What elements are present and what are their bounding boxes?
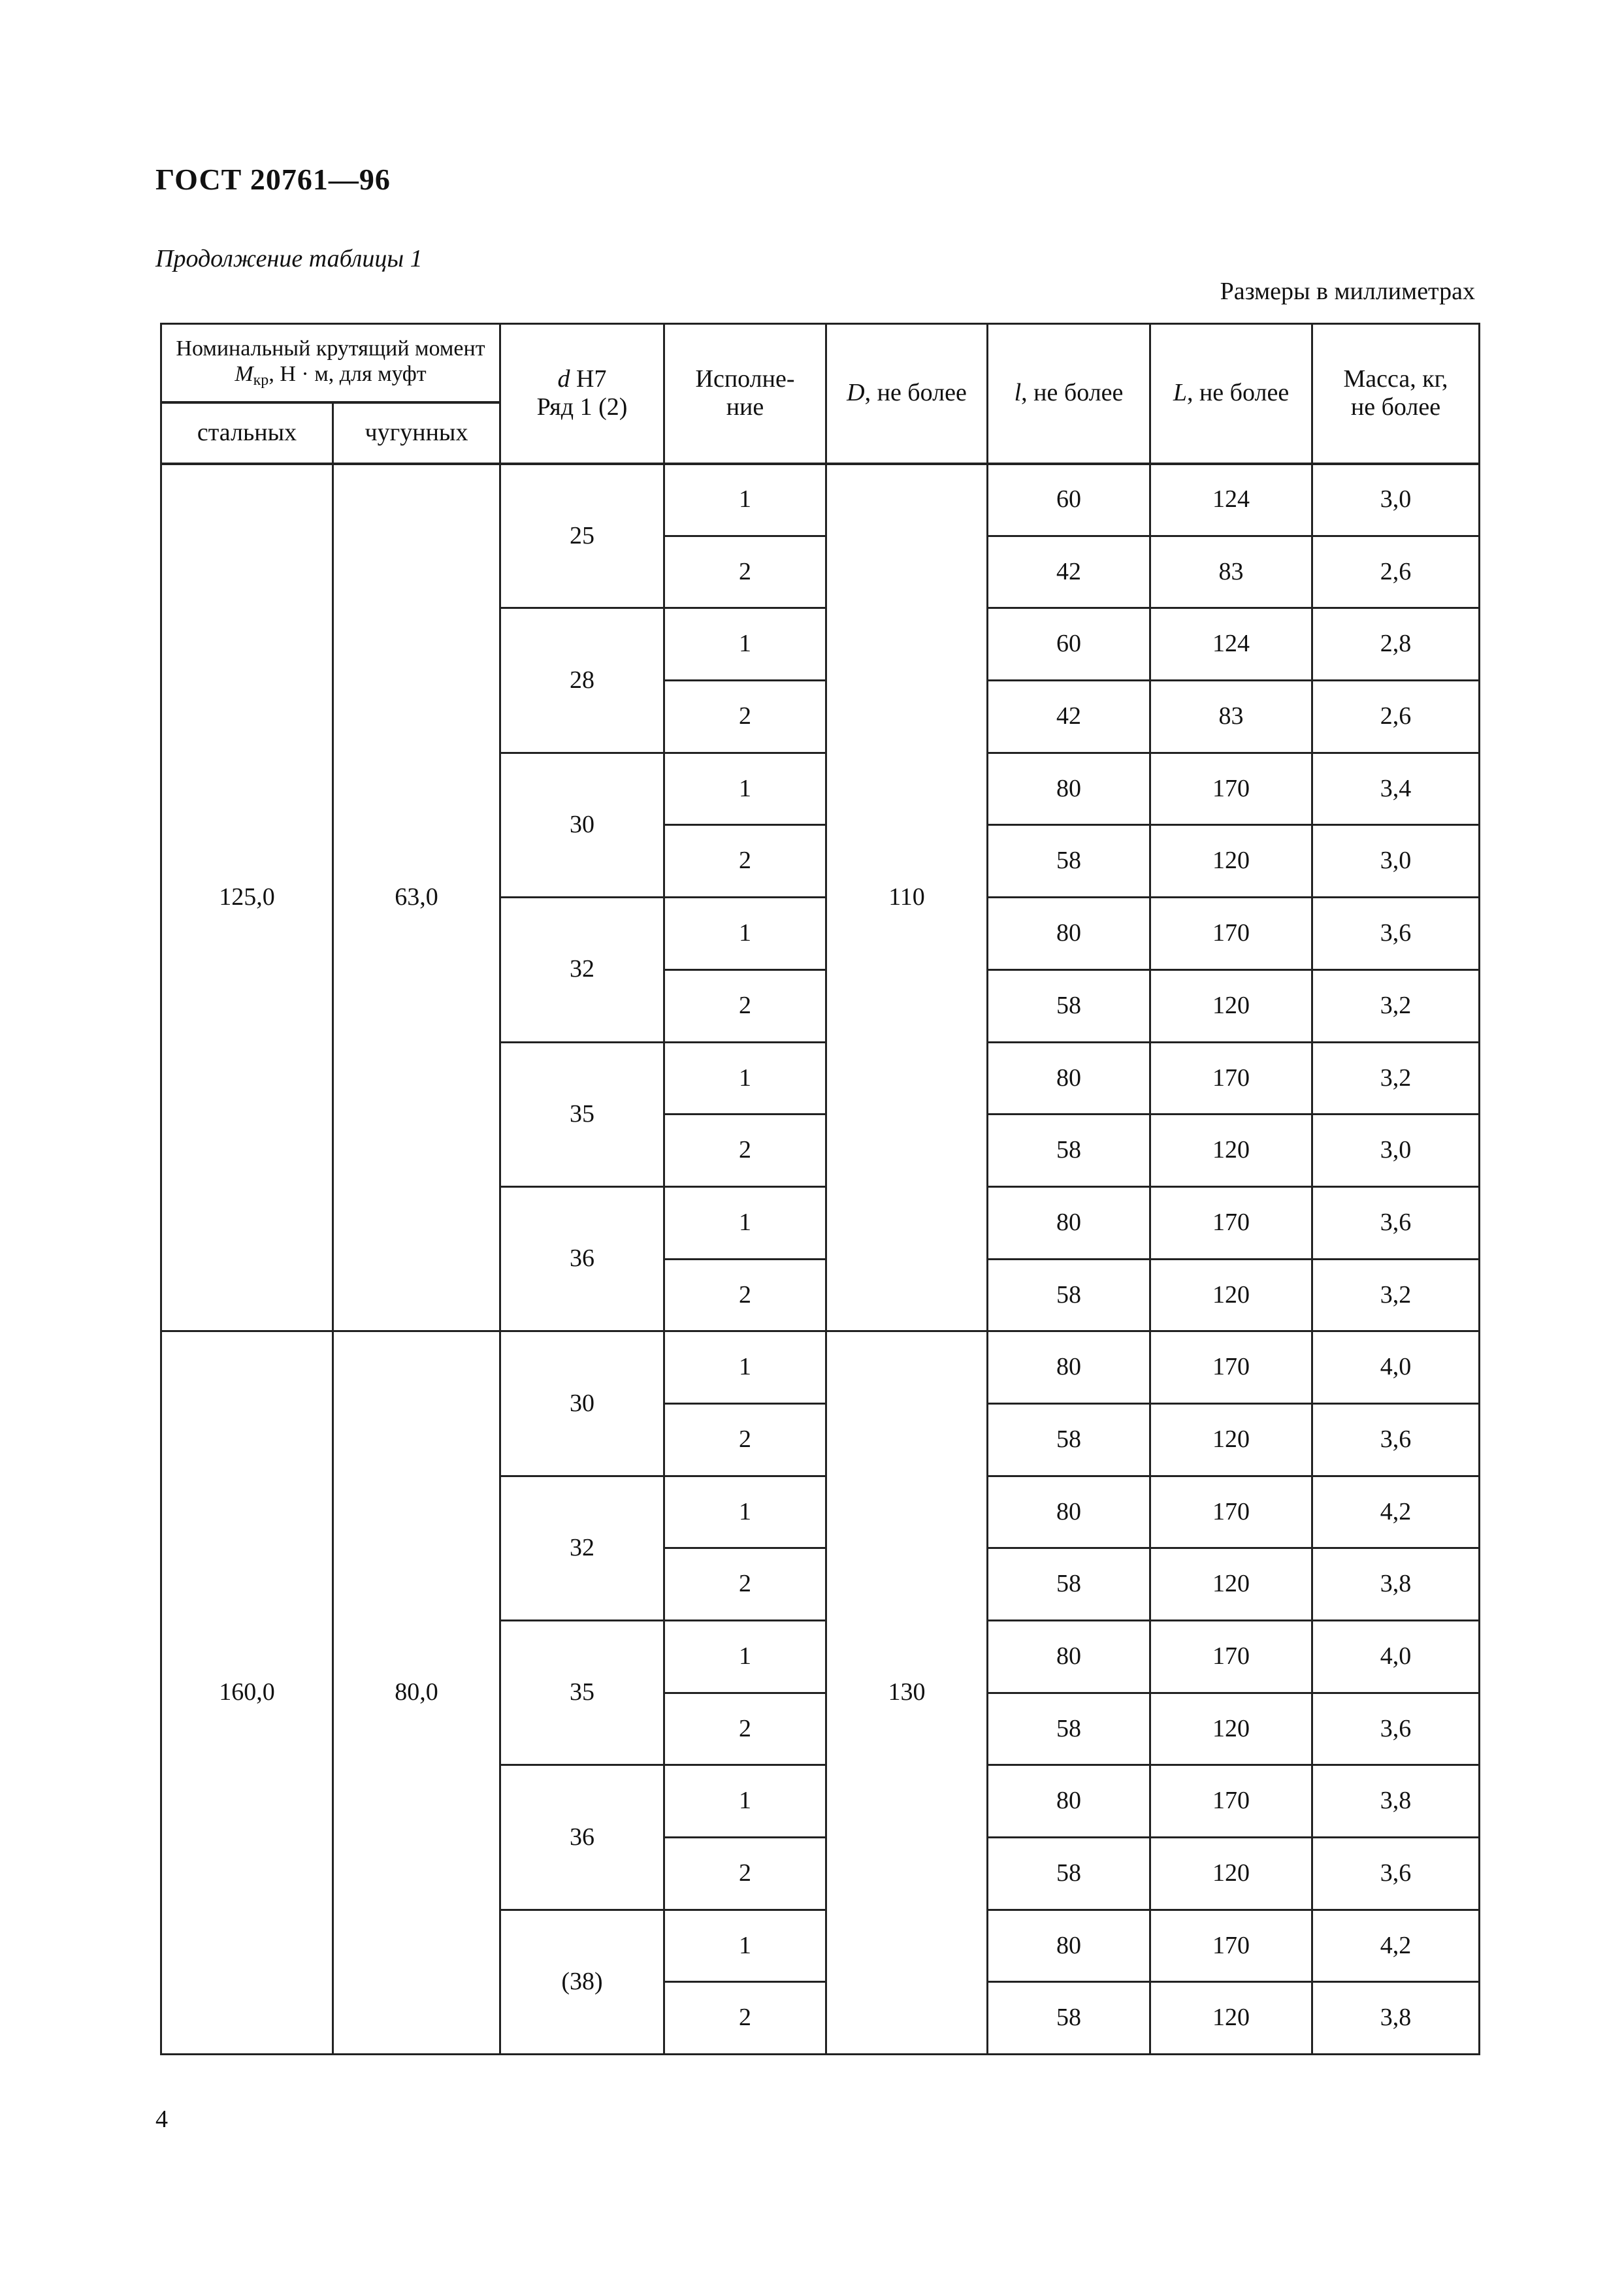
total-length-cell: 120 xyxy=(1150,969,1312,1042)
bore-diameter-cell: 36 xyxy=(500,1765,664,1910)
hub-length-cell: 80 xyxy=(988,1476,1150,1548)
mass-cell: 3,6 xyxy=(1312,1838,1480,1910)
hub-length-cell: 42 xyxy=(988,536,1150,608)
hub-length-cell: 60 xyxy=(988,608,1150,681)
execution-cell: 2 xyxy=(664,1259,826,1331)
units-note: Размеры в миллиметрах xyxy=(1220,278,1475,305)
mass-cell: 4,0 xyxy=(1312,1331,1480,1404)
mass-cell: 3,8 xyxy=(1312,1765,1480,1838)
mass-cell: 3,2 xyxy=(1312,1042,1480,1115)
total-length-cell: 170 xyxy=(1150,753,1312,825)
execution-cell: 2 xyxy=(664,1548,826,1621)
execution-cell: 1 xyxy=(664,1186,826,1259)
total-length-cell: 120 xyxy=(1150,1115,1312,1187)
total-length-cell: 124 xyxy=(1150,464,1312,536)
execution-cell: 2 xyxy=(664,1693,826,1765)
execution-cell: 1 xyxy=(664,1765,826,1838)
mass-cell: 4,2 xyxy=(1312,1910,1480,1982)
execution-cell: 1 xyxy=(664,608,826,681)
bore-diameter-cell: 25 xyxy=(500,464,664,608)
execution-cell: 1 xyxy=(664,898,826,970)
total-length-cell: 170 xyxy=(1150,1186,1312,1259)
table-row xyxy=(161,1331,1480,1404)
cast-iron-torque-cell: 80,0 xyxy=(333,1331,500,2055)
mass-cell: 3,4 xyxy=(1312,753,1480,825)
mass-cell: 2,6 xyxy=(1312,536,1480,608)
hub-length-cell: 58 xyxy=(988,1548,1150,1621)
hub-length-cell: 58 xyxy=(988,1838,1150,1910)
bore-diameter-cell: 36 xyxy=(500,1186,664,1331)
total-length-cell: 170 xyxy=(1150,1476,1312,1548)
document-title: ГОСТ 20761—96 xyxy=(155,163,391,196)
execution-cell: 2 xyxy=(664,825,826,898)
execution-cell: 1 xyxy=(664,1910,826,1982)
steel-torque-cell: 125,0 xyxy=(161,464,333,1331)
hub-length-cell: 80 xyxy=(988,1042,1150,1115)
hub-length-cell: 80 xyxy=(988,1765,1150,1838)
execution-cell: 2 xyxy=(664,536,826,608)
total-length-cell: 170 xyxy=(1150,898,1312,970)
total-length-cell: 170 xyxy=(1150,1621,1312,1693)
total-length-cell: 170 xyxy=(1150,1331,1312,1404)
header-hub-length: l, не более xyxy=(988,324,1150,464)
bore-diameter-cell: (38) xyxy=(500,1910,664,2054)
hub-length-cell: 80 xyxy=(988,1331,1150,1404)
header-nominal-torque: Номинальный крутящий момент $M_{кр}$, Н · м, для муфт xyxy=(161,324,500,402)
execution-cell: 1 xyxy=(664,1476,826,1548)
mass-cell: 3,6 xyxy=(1312,1403,1480,1476)
header-cast-iron: чугунных xyxy=(333,402,500,464)
hub-length-cell: 42 xyxy=(988,681,1150,753)
bore-diameter-cell: 32 xyxy=(500,1476,664,1620)
mass-cell: 4,0 xyxy=(1312,1621,1480,1693)
hub-length-cell: 60 xyxy=(988,464,1150,536)
hub-length-cell: 80 xyxy=(988,1186,1150,1259)
bore-diameter-cell: 30 xyxy=(500,1331,664,1476)
execution-cell: 1 xyxy=(664,464,826,536)
mass-cell: 3,8 xyxy=(1312,1548,1480,1621)
mass-cell: 4,2 xyxy=(1312,1476,1480,1548)
execution-cell: 1 xyxy=(664,1331,826,1404)
total-length-cell: 124 xyxy=(1150,608,1312,681)
bore-diameter-cell: 35 xyxy=(500,1042,664,1186)
mass-cell: 3,6 xyxy=(1312,1693,1480,1765)
execution-cell: 2 xyxy=(664,969,826,1042)
outer-diameter-cell: 130 xyxy=(826,1331,988,2055)
outer-diameter-cell: 110 xyxy=(826,464,988,1331)
header-bore-diameter: d H7 Ряд 1 (2) xyxy=(500,324,664,464)
hub-length-cell: 58 xyxy=(988,1259,1150,1331)
hub-length-cell: 58 xyxy=(988,1693,1150,1765)
hub-length-cell: 58 xyxy=(988,1982,1150,2055)
total-length-cell: 120 xyxy=(1150,1982,1312,2055)
total-length-cell: 170 xyxy=(1150,1765,1312,1838)
total-length-cell: 120 xyxy=(1150,1259,1312,1331)
mass-cell: 3,2 xyxy=(1312,1259,1480,1331)
hub-length-cell: 80 xyxy=(988,753,1150,825)
mass-cell: 3,2 xyxy=(1312,969,1480,1042)
bore-diameter-cell: 32 xyxy=(500,898,664,1042)
header-execution: Исполне-ние xyxy=(664,324,826,464)
header-total-length: L, не более xyxy=(1150,324,1312,464)
mass-cell: 3,6 xyxy=(1312,898,1480,970)
steel-torque-cell: 160,0 xyxy=(161,1331,333,2055)
total-length-cell: 120 xyxy=(1150,1838,1312,1910)
mass-cell: 3,0 xyxy=(1312,1115,1480,1187)
bore-diameter-cell: 28 xyxy=(500,608,664,753)
execution-cell: 2 xyxy=(664,681,826,753)
total-length-cell: 170 xyxy=(1150,1042,1312,1115)
total-length-cell: 83 xyxy=(1150,681,1312,753)
hub-length-cell: 58 xyxy=(988,825,1150,898)
hub-length-cell: 58 xyxy=(988,1403,1150,1476)
total-length-cell: 83 xyxy=(1150,536,1312,608)
execution-cell: 2 xyxy=(664,1982,826,2055)
mass-cell: 3,0 xyxy=(1312,825,1480,898)
execution-cell: 2 xyxy=(664,1115,826,1187)
hub-length-cell: 80 xyxy=(988,898,1150,970)
mass-cell: 3,6 xyxy=(1312,1186,1480,1259)
total-length-cell: 120 xyxy=(1150,825,1312,898)
header-outer-diameter: D, не более xyxy=(826,324,988,464)
page-number: 4 xyxy=(155,2106,168,2133)
total-length-cell: 120 xyxy=(1150,1548,1312,1621)
header-mass: Масса, кг, не более xyxy=(1312,324,1480,464)
execution-cell: 2 xyxy=(664,1838,826,1910)
total-length-cell: 120 xyxy=(1150,1403,1312,1476)
mass-cell: 2,6 xyxy=(1312,681,1480,753)
hub-length-cell: 80 xyxy=(988,1621,1150,1693)
bore-diameter-cell: 30 xyxy=(500,753,664,897)
execution-cell: 2 xyxy=(664,1403,826,1476)
mass-cell: 2,8 xyxy=(1312,608,1480,681)
cast-iron-torque-cell: 63,0 xyxy=(333,464,500,1331)
table-body xyxy=(161,464,1480,2055)
hub-length-cell: 58 xyxy=(988,1115,1150,1187)
total-length-cell: 170 xyxy=(1150,1910,1312,1982)
table-continuation-caption: Продолжение таблицы 1 xyxy=(155,245,423,272)
mass-cell: 3,8 xyxy=(1312,1982,1480,2055)
mass-cell: 3,0 xyxy=(1312,464,1480,536)
coupling-dimensions-table xyxy=(160,323,1480,2055)
execution-cell: 1 xyxy=(664,753,826,825)
hub-length-cell: 80 xyxy=(988,1910,1150,1982)
total-length-cell: 120 xyxy=(1150,1693,1312,1765)
bore-diameter-cell: 35 xyxy=(500,1621,664,1765)
table-row xyxy=(161,464,1480,536)
header-steel: стальных xyxy=(161,402,333,464)
execution-cell: 1 xyxy=(664,1042,826,1115)
execution-cell: 1 xyxy=(664,1621,826,1693)
hub-length-cell: 58 xyxy=(988,969,1150,1042)
